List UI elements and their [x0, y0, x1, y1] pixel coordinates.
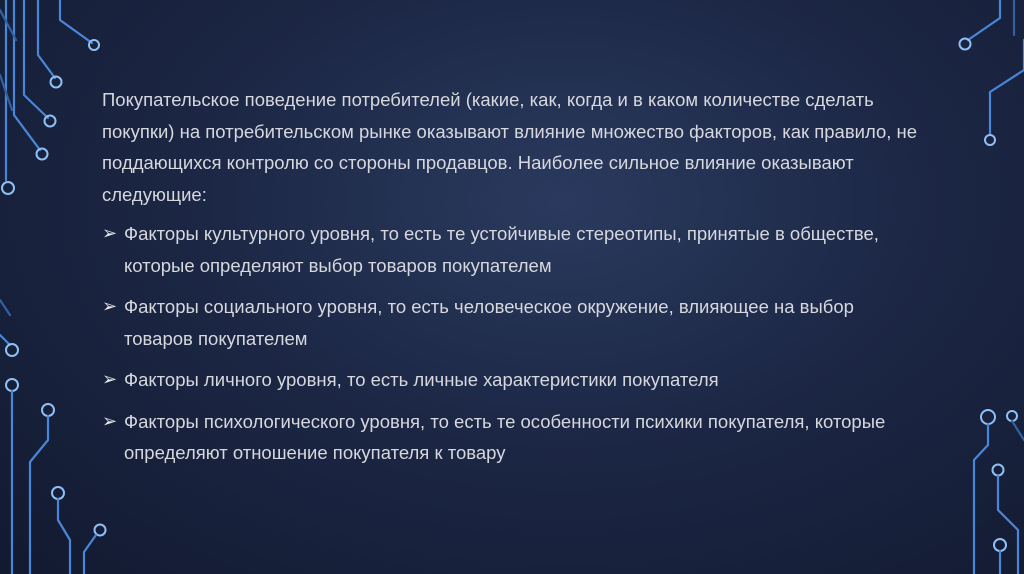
bullet-item-psychological [102, 406, 922, 469]
checkmark-arrow-icon: ➢ [102, 223, 118, 243]
checkmark-arrow-icon: ➢ [102, 410, 118, 431]
intro-paragraph: Покупательское поведение потребителей (какие, как, когда и в каком количестве сделать покупки) на потребительском рынке оказывают влияние множество факторов, как правило, не поддающихся контролю со стороны продавцов. Наиболее сильное влияние оказывают следующие: [102, 89, 918, 205]
bullet-item-personal [102, 364, 922, 396]
circuit-top-right [960, 0, 1024, 145]
bullet-item-cultural [102, 218, 922, 281]
checkmark-arrow-icon: ➢ [102, 296, 118, 316]
circuit-bottom-left [0, 300, 106, 574]
slide-content [102, 84, 922, 479]
bullet-text: Факторы психологического уровня, то есть те особенности психики покупателя, которые определяют отношение покупателя к товару [124, 410, 886, 463]
bullet-item-social [102, 291, 922, 354]
checkmark-arrow-icon: ➢ [102, 369, 118, 389]
circuit-top-left [0, 0, 99, 194]
circuit-bottom-right [974, 410, 1024, 574]
bullet-text: Факторы социального уровня, то есть человеческое окружение, влияющее на выбор товаров покупателем [124, 296, 854, 349]
bullet-text: Факторы культурного уровня, то есть те устойчивые стереотипы, принятые в обществе, которые определяют выбор товаров покупателем [124, 223, 879, 276]
bullet-text: Факторы личного уровня, то есть личные характеристики покупателя [124, 369, 719, 390]
